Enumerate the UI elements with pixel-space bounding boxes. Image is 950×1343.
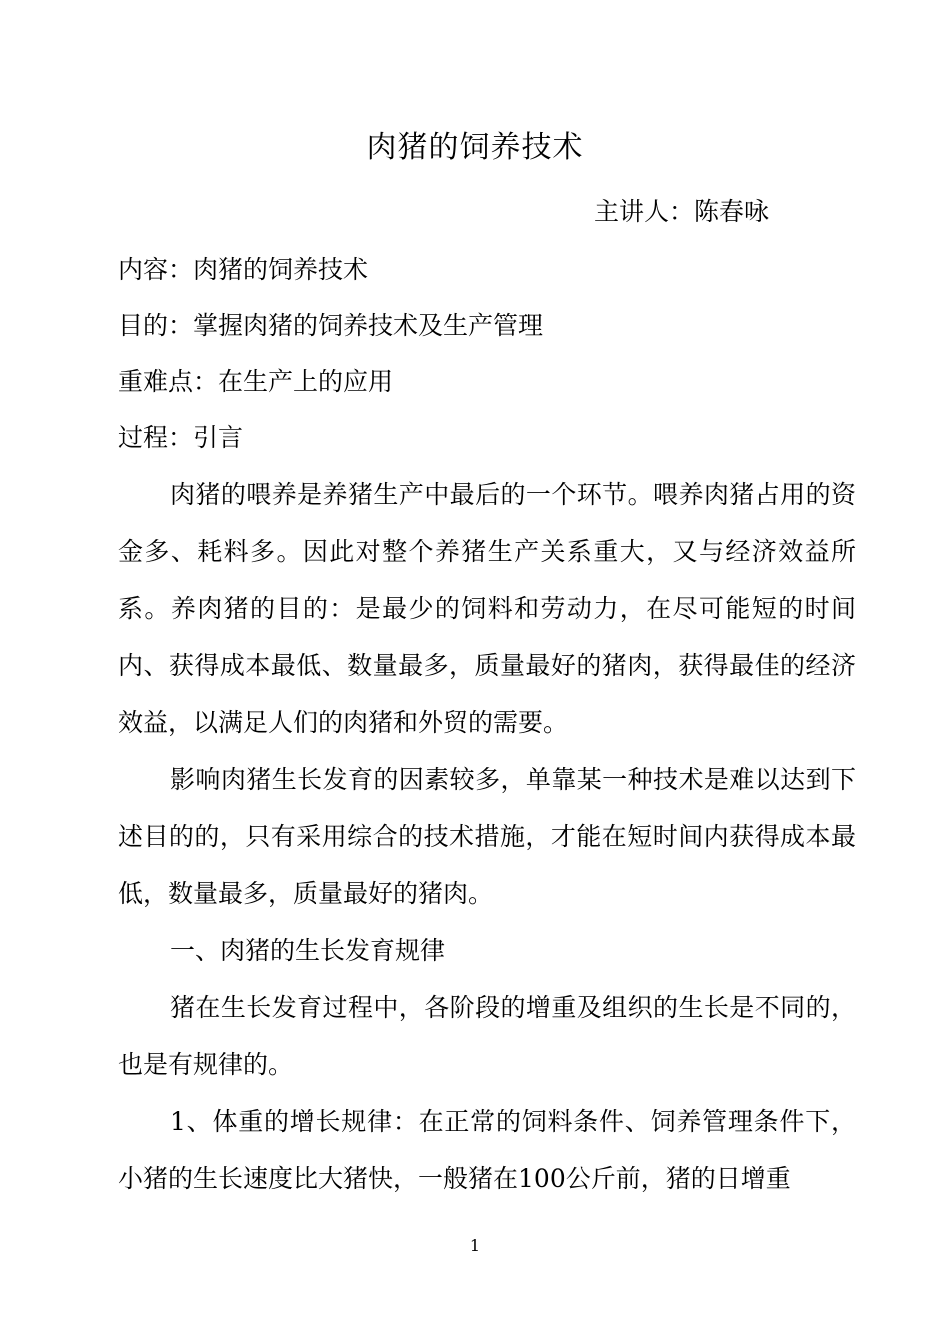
paragraph-factors: 影响肉猪生长发育的因素较多，单靠某一种技术是难以达到下述目的的，只有采用综合的技术措施，才能在短时间内获得成本最低，数量最多，质量最好的猪肉。 xyxy=(118,765,856,908)
paragraph-growth: 猪在生长发育过程中，各阶段的增重及组织的生长是不同的，也是有规律的。 xyxy=(118,993,856,1079)
meta-process: 过程：引言 xyxy=(118,423,244,452)
meta-content: 内容：肉猪的饲养技术 xyxy=(118,255,369,284)
section-heading: 一、肉猪的生长发育规律 xyxy=(170,936,446,965)
paragraph-weight: 1、体重的增长规律：在正常的饲料条件、饲养管理条件下，小猪的生长速度比大猪快，一般猪在100公斤前，猪的日增重 xyxy=(118,1107,856,1193)
paragraph-intro: 肉猪的喂养是养猪生产中最后的一个环节。喂养肉猪占用的资金多、耗料多。因此对整个养猪生产关系重大，又与经济效益所系。养肉猪的目的：是最少的饲料和劳动力，在尽可能短的时间内、获得成本最低、数量最多，质量最好的猪肉，获得最佳的经济效益，以满足人们的肉猪和外贸的需要。 xyxy=(118,480,856,737)
page-number: 1 xyxy=(469,1236,481,1255)
document-title: 肉猪的饲养技术 xyxy=(366,130,584,165)
meta-key-points: 重难点：在生产上的应用 xyxy=(118,367,394,396)
meta-goal: 目的：掌握肉猪的饲养技术及生产管理 xyxy=(118,311,544,340)
speaker-line: 主讲人：陈春咏 xyxy=(594,197,770,226)
